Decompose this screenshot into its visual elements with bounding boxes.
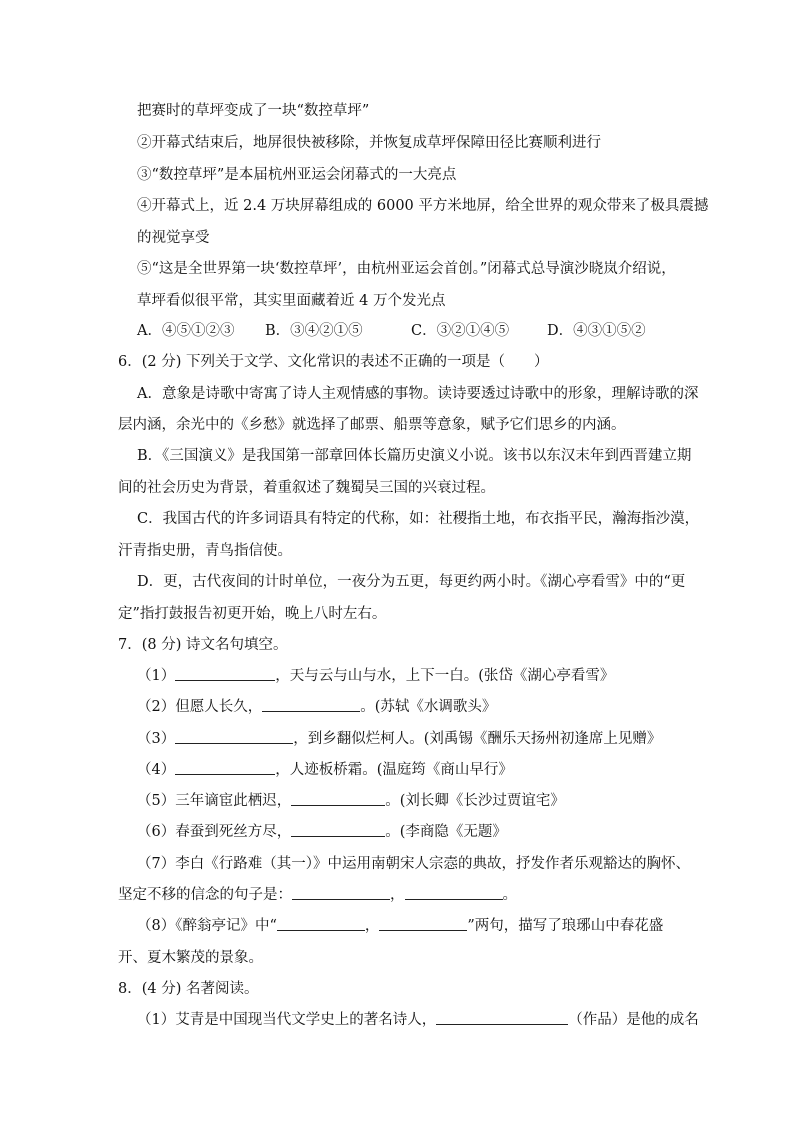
option-a[interactable]: A．④⑤①②③ — [137, 323, 235, 339]
option-b[interactable]: B．③④②①⑤ — [265, 323, 363, 339]
q7-item-7-prefix: 坚定不移的信念的句子是： — [118, 887, 292, 903]
q6-option-b-cont: 间的社会历史为背景，着重叙述了魏蜀吴三国的兴衰过程。 — [118, 480, 495, 496]
q8-item-1-prefix: （1）艾青是中国现当代文学史上的著名诗人， — [137, 1012, 437, 1028]
q7-item-2-text: 。(苏轼《水调歌头》 — [360, 699, 497, 715]
q5-sentence-5-cont: 草坪看似很平常，其实里面藏着近 4 万个发光点 — [137, 293, 446, 309]
answer-blank[interactable] — [436, 1010, 568, 1025]
q7-item-6-text: 。(李商隐《无题》 — [385, 824, 507, 840]
q7-item-5 — [137, 791, 565, 811]
q7-heading: 7．(8 分) 诗文名句填空。 — [118, 637, 288, 653]
q8-heading: 8．(4 分) 名著阅读。 — [118, 981, 259, 997]
q7-item-2 — [137, 697, 496, 717]
q8-item-1-text: （作品）是他的成名 — [568, 1012, 699, 1028]
q6-option-d-cont: 定”指打鼓报告初更开始，晚上八时左右。 — [118, 606, 387, 622]
q7-item-7-end: 。 — [502, 887, 517, 903]
answer-blank[interactable] — [175, 666, 275, 681]
q7-item-1 — [137, 666, 614, 686]
q5-sentence-3: ③“数控草坪”是本届杭州亚运会闭幕式的一大亮点 — [137, 167, 457, 183]
q6-option-c-cont: 汗青指史册，青鸟指信使。 — [118, 543, 292, 559]
option-c[interactable]: C．③②①④⑤ — [411, 323, 510, 339]
answer-blank[interactable] — [379, 916, 467, 931]
q7-item-4-prefix: （4） — [137, 762, 176, 778]
q7-item-7: （7）李白《行路难（其一）》中运用南朝宋人宗悫的典故，抒发作者乐观豁达的胸怀、 — [137, 856, 690, 872]
q7-item-3-text: ，到乡翻似烂柯人。(刘禹锡《酬乐天扬州初逢席上见赠》 — [293, 731, 662, 747]
q7-item-2-prefix: （2）但愿人长久， — [137, 699, 263, 715]
q7-item-7-cont — [118, 885, 517, 905]
q7-item-6 — [137, 822, 507, 842]
answer-blank[interactable] — [291, 791, 385, 806]
answer-blank[interactable] — [277, 916, 365, 931]
q7-item-8-sep: ， — [364, 918, 380, 934]
q7-item-8-cont: 开、夏木繁茂的景象。 — [118, 950, 263, 966]
q7-item-6-prefix: （6）春蚕到死丝方尽， — [137, 824, 292, 840]
q6-option-a-cont: 层内涵，余光中的《乡愁》就选择了邮票、船票等意象，赋予它们思乡的内涵。 — [118, 417, 626, 433]
q7-item-4 — [137, 760, 513, 780]
q5-sentence-4-cont: 的视觉享受 — [137, 230, 210, 246]
q7-item-1-prefix: （1） — [137, 668, 176, 684]
q6-heading: 6．(2 分) 下列关于文学、文化常识的表述不正确的一项是（ ） — [118, 354, 549, 370]
answer-blank[interactable] — [262, 697, 360, 712]
q7-item-5-prefix: （5）三年谪宦此栖迟， — [137, 793, 292, 809]
answer-blank[interactable] — [291, 822, 385, 837]
q5-line-continuation: 把赛时的草坪变成了一块“数控草坪” — [137, 103, 370, 119]
q8-item-1 — [137, 1010, 699, 1030]
q7-item-4-text: ，人迹板桥霜。(温庭筠《商山早行》 — [275, 762, 513, 778]
q5-sentence-2: ②开幕式结束后，地屏很快被移除，并恢复成草坪保障田径比赛顺利进行 — [137, 135, 601, 151]
q6-option-d[interactable]: D．更，古代夜间的计时单位，一夜分为五更，每更约两小时。《湖心亭看雪》中的“更 — [137, 574, 686, 590]
answer-blank[interactable] — [292, 885, 390, 900]
q7-item-8-prefix: （8）《醉翁亭记》中“ — [137, 918, 277, 934]
q5-options — [137, 321, 664, 341]
q6-option-a[interactable]: A．意象是诗歌中寄寓了诗人主观情感的事物。读诗要透过诗歌中的形象，理解诗歌的深 — [137, 386, 699, 402]
answer-blank[interactable] — [405, 885, 503, 900]
q7-item-8-text: ”两句，描写了琅琊山中春花盛 — [467, 918, 664, 934]
q7-item-3 — [137, 729, 661, 749]
q7-item-3-prefix: （3） — [137, 731, 176, 747]
q7-item-1-text: ，天与云与山与水，上下一白。(张岱《湖心亭看雪》 — [275, 668, 615, 684]
q6-option-b[interactable]: B．《三国演义》是我国第一部章回体长篇历史演义小说。该书以东汉末年到西晋建立期 — [137, 448, 692, 464]
answer-blank[interactable] — [175, 729, 293, 744]
q7-item-8 — [137, 916, 663, 936]
q7-item-5-text: 。(刘长卿《长沙过贾谊宅》 — [385, 793, 565, 809]
answer-blank[interactable] — [175, 760, 275, 775]
option-d[interactable]: D．④③①⑤② — [547, 323, 646, 339]
q5-sentence-4: ④开幕式上，近 2.4 万块屏幕组成的 6000 平方米地屏，给全世界的观众带来了极具震撼 — [137, 198, 709, 214]
q7-item-7-sep: ， — [390, 887, 405, 903]
q6-option-c[interactable]: C．我国古代的许多词语具有特定的代称，如：社稷指土地，布衣指平民，瀚海指沙漠， — [137, 511, 700, 527]
q5-sentence-5: ⑤“这是全世界第一块‘数控草坪’，由杭州亚运会首创。”闭幕式总导演沙晓岚介绍说， — [137, 261, 676, 277]
